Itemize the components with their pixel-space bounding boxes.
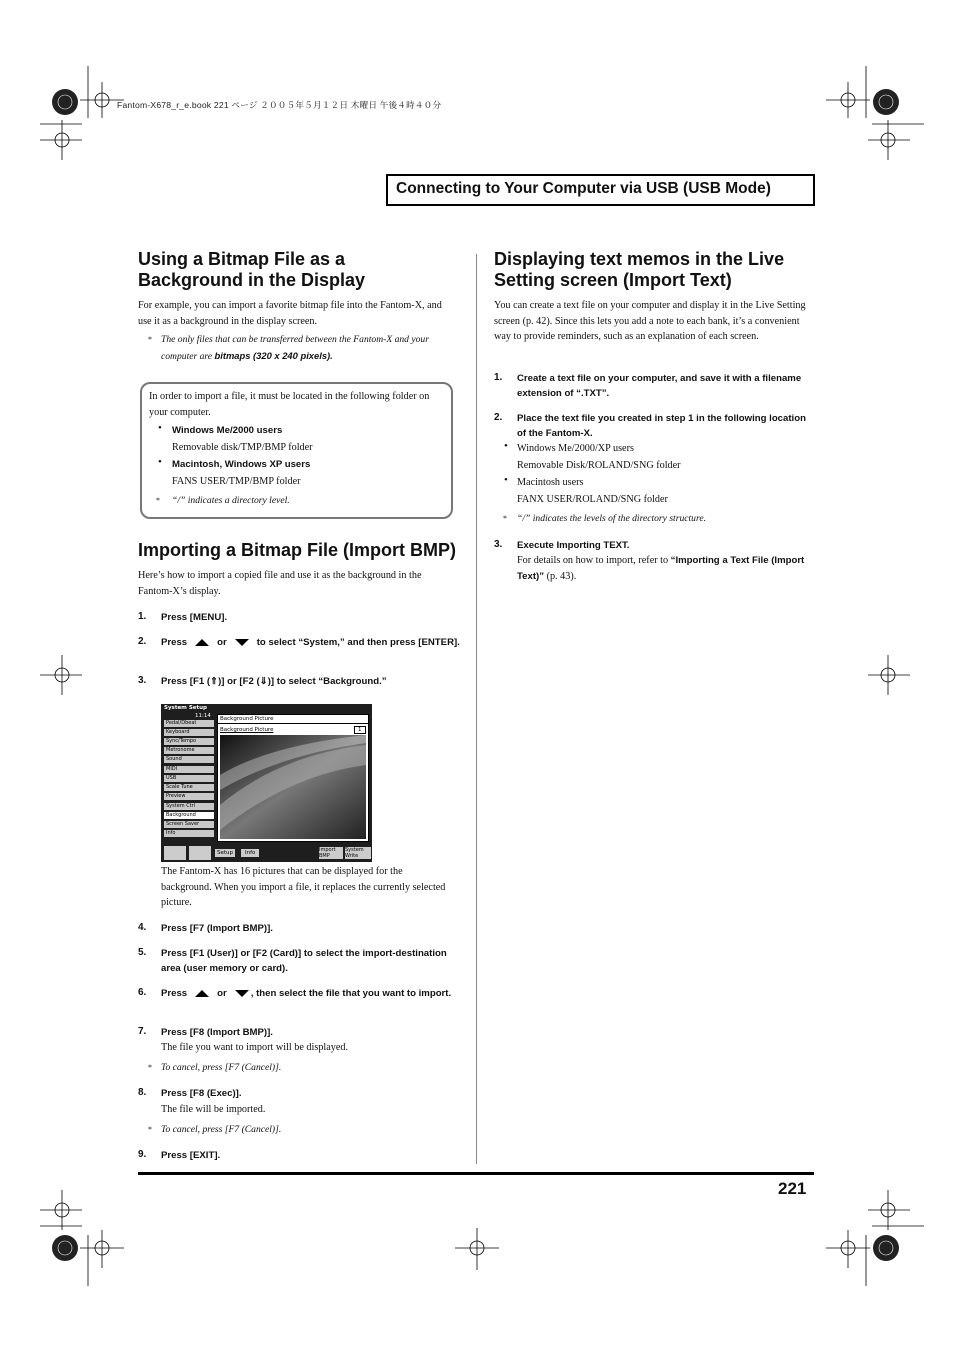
step-text: Press [F1 (User)] or [F2 (Card)] to select the import-destination area (user memory or card). — [161, 948, 447, 974]
screen-tab: Sync/Tempo — [164, 738, 214, 745]
step-number: 2. — [494, 412, 503, 423]
background-picture-preview — [220, 735, 366, 839]
location-item-label: Macintosh users — [517, 477, 584, 488]
step-number: 3. — [138, 675, 147, 686]
step-number: 1. — [138, 611, 147, 622]
step-number: 7. — [138, 1026, 147, 1037]
up-arrow-icon — [195, 990, 209, 997]
step-number: 8. — [138, 1087, 147, 1098]
screen-tab: Keyboard — [164, 729, 214, 736]
page-number: 221 — [778, 1179, 807, 1198]
screen-tab: MIDI — [164, 766, 214, 773]
location-note: “/” indicates the levels of the directory structure. — [517, 513, 706, 524]
bullet: • — [504, 440, 508, 452]
screen-tab: Scale Tune — [164, 784, 214, 791]
screen-tab-selected: Background — [164, 812, 214, 819]
step-description: The file will be imported. — [161, 1104, 266, 1115]
note-marker: * — [156, 496, 160, 505]
screen-tab: Metronome — [164, 747, 214, 754]
step-number: 2. — [138, 636, 147, 647]
up-arrow-icon — [195, 639, 209, 646]
step-number: 5. — [138, 947, 147, 958]
step-description: The file you want to import will be displayed. — [161, 1042, 349, 1053]
screen-title: System Setup — [164, 705, 207, 711]
screen-tab: Screen Saver — [164, 821, 214, 828]
footer-rule — [138, 1172, 814, 1175]
location-item-path: Removable Disk/ROLAND/SNG folder — [517, 460, 681, 471]
step-text: Press [MENU]. — [161, 612, 228, 623]
scroll-down-icon — [189, 846, 211, 860]
screen-tab: Sound — [164, 756, 214, 763]
bullet: • — [158, 422, 162, 434]
folder-item-path: Removable disk/TMP/BMP folder — [172, 442, 313, 453]
system-setup-screen — [161, 704, 372, 862]
step-number: 6. — [138, 987, 147, 998]
section-title-bitmap-background: Using a Bitmap File as a Background in the Display — [138, 249, 366, 290]
down-arrow-icon — [235, 639, 249, 646]
step-text: Press or , then select the file that you want to import. — [161, 988, 452, 999]
panel-title: Background Picture — [220, 716, 274, 722]
section-title-import-text: Displaying text memos in the Live Setting screen (Import Text) — [494, 249, 785, 290]
step-text: Press [F8 (Exec)]. — [161, 1088, 242, 1099]
note-marker: * — [148, 335, 152, 344]
down-arrow-icon — [235, 990, 249, 997]
screen-tab: USB — [164, 775, 214, 782]
location-item-label: Windows Me/2000/XP users — [517, 443, 634, 454]
panel-divider — [218, 723, 368, 724]
screen-tab: Info — [164, 830, 214, 837]
folder-item-label: Windows Me/2000 users — [172, 425, 283, 436]
screen-button: System Write — [345, 847, 371, 859]
screen-tab: Pedal/Dbeat — [164, 720, 214, 727]
note-marker: * — [148, 1063, 152, 1072]
step-text: Press [EXIT]. — [161, 1150, 221, 1161]
chapter-title: Connecting to Your Computer via USB (USB Mode) — [396, 180, 771, 197]
folder-item-path: FANS USER/TMP/BMP folder — [172, 476, 301, 487]
screen-panel — [217, 714, 369, 842]
screen-button: Import BMP — [319, 847, 343, 859]
screen-button: Info — [241, 849, 259, 857]
scroll-up-icon — [164, 846, 186, 860]
note-file-types: The only files that can be transferred between the Fantom-X and your computer are bitmaps (320 x 240 pixels). — [161, 334, 429, 362]
step-description: For details on how to import, refer to “Importing a Text File (Import Text)” (p. 43). — [517, 555, 805, 582]
screen-time: 11:14 — [195, 713, 211, 719]
step-number: 4. — [138, 922, 147, 933]
step-text: Press [F1 (⇑)] or [F2 (⇓)] to select “Background.” — [161, 676, 387, 687]
field-label: Background Picture — [220, 727, 274, 733]
bullet: • — [158, 456, 162, 468]
screen-caption: The Fantom-X has 16 pictures that can be displayed for the background. When you import a file, it replaces the currently selected picture. — [161, 866, 446, 909]
section-title-import-bmp: Importing a Bitmap File (Import BMP) — [138, 540, 456, 560]
step-text: Press or to select “System,” and then press [ENTER]. — [161, 637, 460, 648]
screen-tab: System Ctrl — [164, 803, 214, 810]
step-text: Place the text file you created in step 1 in the following location of the Fantom-X. — [517, 413, 806, 439]
screen-tab: Preview — [164, 793, 214, 800]
folder-info-text: In order to import a file, it must be located in the following folder on your computer. — [149, 391, 430, 418]
step-text: Execute Importing TEXT. — [517, 540, 630, 551]
step-note: To cancel, press [F7 (Cancel)]. — [161, 1124, 282, 1135]
print-header: Fantom-X678_r_e.book 221 ページ ２００５年５月１２日 木曜日 午後４時４０分 — [117, 100, 442, 110]
bullet: • — [504, 474, 508, 486]
note-marker: * — [148, 1125, 152, 1134]
location-item-path: FANX USER/ROLAND/SNG folder — [517, 494, 668, 505]
step-text: Press [F7 (Import BMP)]. — [161, 923, 273, 934]
field-value: 1 — [354, 726, 366, 734]
step-number: 1. — [494, 372, 503, 383]
step-number: 3. — [494, 539, 503, 550]
intro-paragraph: For example, you can import a favorite bitmap file into the Fantom-X, and use it as a background in the display screen. — [138, 300, 442, 327]
import-intro: Here’s how to import a copied file and use it as the background in the Fantom-X’s display. — [138, 570, 422, 597]
screen-button: Setup — [217, 850, 234, 856]
step-text: Press [F8 (Import BMP)]. — [161, 1027, 273, 1038]
step-note: To cancel, press [F7 (Cancel)]. — [161, 1062, 282, 1073]
note-marker: * — [503, 514, 507, 523]
folder-item-label: Macintosh, Windows XP users — [172, 459, 311, 470]
step-text: Create a text file on your computer, and save it with a filename extension of “.TXT”. — [517, 373, 802, 399]
step-number: 9. — [138, 1149, 147, 1160]
column-divider — [476, 254, 477, 1164]
folder-note: “/” indicates a directory level. — [172, 495, 290, 506]
right-intro: You can create a text file on your computer and display it in the Live Setting screen (p. 42). Since this lets you add a note to each bank, it’s a convenient way to provide reminders, such as an explanation of each screen. — [494, 300, 806, 343]
